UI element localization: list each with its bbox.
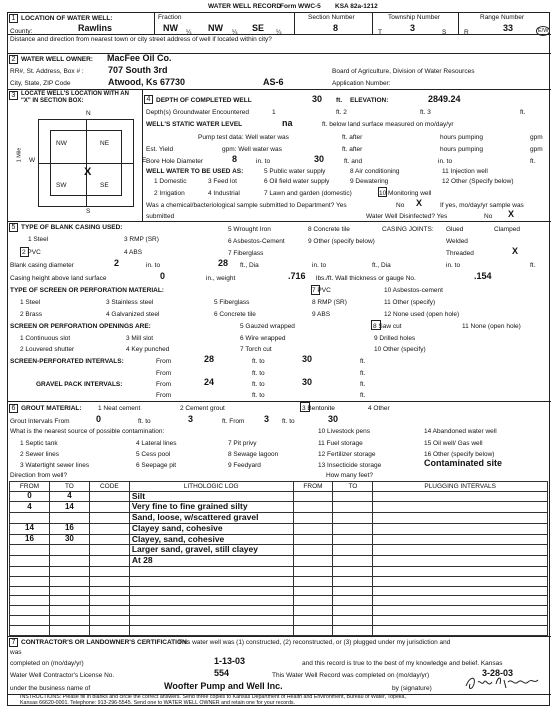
log-row (10, 534, 548, 545)
township-value: 3 (410, 23, 416, 33)
gravel-from: 24 (204, 377, 215, 387)
log-col-code: CODE (89, 482, 129, 492)
log-from (10, 545, 50, 556)
log-to (49, 576, 89, 586)
record-date: 3-28-03 (482, 668, 514, 678)
bore-label: Bore Hole Diameter (146, 158, 204, 165)
fraction-2: NW (208, 23, 223, 33)
log-col-plugging: PLUGGING INTERVALS (373, 482, 548, 492)
grout-to-2: 30 (328, 414, 339, 424)
log-description (129, 586, 293, 596)
instructions: INSTRUCTIONS: Please fill in blanks and circle the correct answers. Send three copies to Kansas Department of Health and Environment, Bureau of Water, Topeka, (20, 694, 406, 700)
log-from (10, 576, 50, 586)
location-x-mark: X (84, 166, 92, 178)
log-code (89, 626, 129, 636)
log-plug-interval (373, 586, 548, 596)
log-plug-to (333, 523, 373, 534)
log-code (89, 523, 129, 534)
log-to (49, 616, 89, 626)
log-description: Sand, loose, w/scattered gravel (129, 513, 293, 524)
static-level-label: WELL'S STATIC WATER LEVEL (146, 121, 243, 128)
perforated-intervals-label: SCREEN-PERFORATED INTERVALS: (10, 358, 124, 365)
log-code (89, 616, 129, 626)
log-plug-interval (373, 566, 548, 576)
log-from (10, 616, 50, 626)
depth-value: 30 (312, 94, 323, 104)
s2-label: WATER WELL OWNER: (21, 56, 93, 63)
log-plug-from (293, 606, 333, 616)
log-from (10, 626, 50, 636)
board-text: Board of Agriculture, Division of Water Resources (332, 68, 475, 75)
range-value: 33 (503, 23, 514, 33)
log-to: 16 (49, 523, 89, 534)
log-plug-to (333, 534, 373, 545)
ksa-ref: KSA 82a-1212 (335, 3, 378, 10)
section-number-label: Section Number (308, 14, 355, 21)
owner-name: MacFee Oil Co. (107, 53, 172, 63)
log-to: 30 (49, 534, 89, 545)
static-level-value: na (282, 118, 293, 128)
s1-label: LOCATION OF WATER WELL: (21, 15, 113, 22)
log-row (10, 596, 548, 606)
log-plug-to (333, 513, 373, 524)
completed-date: 1-13-03 (214, 656, 246, 666)
log-code (89, 606, 129, 616)
log-from (10, 556, 50, 567)
disinfected-no-x: X (508, 209, 515, 219)
threaded-x: X (512, 246, 519, 256)
log-plug-from (293, 586, 333, 596)
log-row (10, 616, 548, 626)
section-number: 8 (333, 23, 339, 33)
log-to (49, 545, 89, 556)
city-label: City, State, ZIP Code (10, 80, 71, 87)
owner-city: Atwood, Ks 67730 (108, 77, 186, 87)
log-plug-interval (373, 523, 548, 534)
screen-label: TYPE OF SCREEN OR PERFORATION MATERIAL: (10, 287, 164, 294)
log-plug-to (333, 626, 373, 636)
log-from: 4 (10, 502, 50, 513)
log-from (10, 566, 50, 576)
log-plug-from (293, 513, 333, 524)
casing-label: TYPE OF BLANK CASING USED: (21, 224, 123, 231)
pump-test-label: Pump test data: Well water was (198, 134, 289, 141)
section-2-number: 2 (9, 55, 18, 64)
log-row (10, 576, 548, 586)
use-label: WELL WATER TO BE USED AS: (146, 168, 244, 175)
log-plug-interval (373, 596, 548, 606)
log-plug-from (293, 523, 333, 534)
log-row (10, 556, 548, 567)
log-plug-to (333, 556, 373, 567)
log-row (10, 523, 548, 534)
log-plug-interval (373, 556, 548, 567)
bore-to-value: 30 (314, 154, 325, 164)
log-from: 16 (10, 534, 50, 545)
owner-code: AS-6 (263, 77, 284, 87)
application-number-label: Application Number: (332, 80, 391, 87)
log-code (89, 502, 129, 513)
log-code (89, 566, 129, 576)
log-row (10, 566, 548, 576)
log-header-row (10, 482, 548, 492)
openings-label: SCREEN OR PERFORATION OPENINGS ARE: (10, 323, 151, 330)
form-title: WATER WELL RECORD (208, 3, 282, 10)
business-name: Woofter Pump and Well Inc. (164, 681, 283, 691)
elevation-label: ELEVATION: (350, 97, 389, 104)
yield-label: Est. Yield (146, 146, 174, 153)
instructions-2: Kansas 66620-0001. Telephone: 913-296-5545. Send one to WATER WELL OWNER and retain one for your records. (20, 700, 296, 706)
log-description (129, 576, 293, 586)
log-row (10, 626, 548, 636)
county-label: County: (10, 28, 33, 35)
log-to (49, 513, 89, 524)
log-description (129, 616, 293, 626)
log-row (10, 545, 548, 556)
log-col-plug-to: TO (333, 482, 373, 492)
log-code (89, 596, 129, 606)
casing-height-label: Casing height above land surface (10, 275, 107, 282)
log-description (129, 566, 293, 576)
blank-diameter-label: Blank casing diameter (10, 262, 74, 269)
log-code (89, 556, 129, 567)
contamination-source-label: What is the nearest source of possible contamination: (10, 428, 165, 435)
grout-from: 0 (96, 414, 102, 424)
log-plug-from (293, 545, 333, 556)
log-plug-from (293, 566, 333, 576)
log-from (10, 586, 50, 596)
log-description: Silt (129, 491, 293, 502)
gravel-to: 30 (302, 377, 313, 387)
grout-label: GROUT MATERIAL: (21, 405, 82, 412)
log-plug-to (333, 491, 373, 502)
contractor-signature (462, 672, 542, 694)
log-from: 14 (10, 523, 50, 534)
county-value: Rawlins (78, 23, 113, 33)
fraction-label: Fraction (158, 14, 182, 21)
perf-from: 28 (204, 354, 215, 364)
log-description (129, 606, 293, 616)
log-row (10, 606, 548, 616)
log-to (49, 556, 89, 567)
log-col-lithologic: LITHOLOGIC LOG (129, 482, 293, 492)
log-to (49, 626, 89, 636)
log-code (89, 576, 129, 586)
casing-weight: .716 (288, 271, 306, 281)
grout-from-2: 3 (264, 414, 270, 424)
completed-label: completed on (mo/day/yr) (10, 660, 84, 667)
gravel-pack-label: GRAVEL PACK INTERVALS: (36, 381, 123, 388)
log-plug-interval (373, 534, 548, 545)
log-plug-interval (373, 626, 548, 636)
form-number: Form WWC-5 (280, 3, 321, 10)
log-plug-interval (373, 491, 548, 502)
log-plug-from (293, 626, 333, 636)
log-plug-interval (373, 513, 548, 524)
address-label: RR#, St. Address, Box # : (10, 68, 84, 75)
section-6-number: 6 (9, 404, 18, 413)
license-number: 554 (214, 668, 230, 678)
depth-label: DEPTH OF COMPLETED WELL (156, 97, 252, 104)
elevation-value: 2849.24 (428, 94, 461, 104)
log-from (10, 596, 50, 606)
log-to (49, 606, 89, 616)
fraction-1: NW (163, 23, 178, 33)
log-plug-interval (373, 616, 548, 626)
section-5-number: 5 (9, 223, 18, 232)
water-well-record-form: WATER WELL RECORD Form WWC-5 KSA 82a-1212 1 LOCATION OF WATER WELL: County: Rawlins Fraction NW ¼ NW ¼ SE ¼ Section Number 8 Township Number T 3 S Range Number R 33 E/W Distance and direction from nearest town or city street address of well if located within city? 2 WATER WELL OWNER: MacFee Oil Co. RR#, St. Address, Box # : 707 South 3rd City, State, ZIP Code Atwood, Ks 67730 AS-6 Board of Agriculture, Division of Water Resources Application Number: 3 LOCATE WELL'S LOCATION WITH AN "X" IN SECTION BOX: N S W E 1 Mile NW NE SW SE X 4 DEPTH OF COMPLETED WELL 30 ft. ELEVATION: 2849.24 Depth(s) Groundwater Encountered 1 ft. 2 ft. 3 ft. WELL'S STATIC WATER LEVEL na ft. below land surface measured on mo/day/yr Pump test data: Well water was ft. after hours pumping gpm Est. Yield gpm: Well water was ft. after hours pumping gpm Bore Hole Diameter 8 in. to 30 ft. and in. to ft. WELL WATER TO BE USED AS: 5 Public water supply 8 Air conditioning 11 Injection well 1 Domestic 3 Feed lot 6 Oil field water supply 9 Dewatering 12 Other (Specify below) 2 Irrigation 4 Industrial 7 Lawn and garden (domestic) 10 Monitoring well Was a chemical/bacteriological sample submitted to Department? Yes No X If yes, mo/day/yr sample was submitted Water Well Disinfected? Yes No X 5 TYPE OF BLANK CASING USED: 1 Steel 3 RMP (SR) 5 Wrought Iron 8 Concrete tile 2 PVC 4 ABS 6 Asbestos-Cement 9 Other (specify below) 7 Fiberglass CASING JOINTS: Glued Clamped Welded Threaded X Blank casing diameter 2 in. to 28 ft., Dia in. to ft., Dia in. to ft. Casing height above land surface 0 in., weight .716 lbs./ft. Wall thickness or gauge No. .154 TYPE OF SCREEN OR PERFORATION MATERIAL: 1 Steel 3 Stainless steel 5 Fiberglass 7 PVC 8 RMP (SR) 10 Asbestos-cement 11 Other (specify) 2 Brass 4 Galvanized steel 6 Concrete tile 9 ABS 12 None used (open hole) SCREEN OR PERFORATION OPENINGS ARE: 5 Gauzed wrapped 8 Saw cut 11 None (open hole) 1 Continuous slot 3 Mill slot 6 Wire wrapped 9 Drilled holes 2 Louvered shutter 4 Key punched 7 Torch cut 10 Other (specify) SCREEN-PERFORATED INTERVALS: From 28 ft. to 30 ft. From ft. to ft. GRAVEL PACK INTERVALS: From 24 ft. to 30 ft. From ft. to ft. 6 GROUT MATERIAL: 1 Neat cement 2 Cement grout 3 Bentonite 4 Other Grout Intervals From 0 ft. to 3 ft. From 3 ft. to 30 What is the nearest source of possible contamination: 1 Septic tank 4 Lateral lines 7 Pit privy 10 Livestock pens 14 Abandoned water well 2 Sewer lines 5 Cess pool 8 Sewage lagoon 11 Fuel storage 15 Oil well/ Gas well 3 Watertight sewer lines 6 Seepage pit 9 Feedyard 12 Fertilizer storage 13 Insecticide storage 16 Other (specify below) Contaminated site Direction from well? How many feet? FROM TO CODE LITHOLOGIC LOG FROM TO PLUGGING INTERVALS 0 4 Silt 4 14 Very fine to fine grained silty Sand, loose, w/scattered gravel 14 16 Clayey sand, cohesive 16 30 Clayey, sand, cohesive Larger sand, gravel, still clayey At 28 7 CONTRACTOR'S OR LANDOWNER'S CERTIFICATION: This water well was (1) constructed, (2) reconstructed, or (3) plugged under my jurisdiction and was completed on (mo/day/yr) 1-13-03 and this record is true to the best of my knowledge and belief. Kansas Water Well Contractor's License No. 554 This Water Well Record was completed on (mo/day/yr) 3-28-03 under the business name of Woofter Pump and Well Inc. by (signature) INSTRUCTIONS: Please fill in blanks and circle the correct answers. Send three copies to Kansas Department of Health and Environment, Bureau of Water, Topeka, Kansas 66620-0001. Telephone: 913-296-5545. Send one to WATER WELL OWNER and retain one for your records. (0, 0, 557, 713)
grout-to: 3 (188, 414, 194, 424)
log-plug-to (333, 596, 373, 606)
log-row (10, 502, 548, 513)
s3-label: LOCATE WELL'S LOCATION WITH AN "X" IN SECTION BOX: (21, 91, 129, 104)
log-from (10, 606, 50, 616)
log-plug-to (333, 616, 373, 626)
gauge-value: .154 (474, 271, 492, 281)
business-label: under the business name of (10, 685, 91, 692)
blank-diameter: 2 (114, 258, 120, 268)
log-plug-from (293, 491, 333, 502)
log-to: 4 (49, 491, 89, 502)
section-3-number: 3 (9, 91, 18, 100)
log-to (49, 566, 89, 576)
log-plug-to (333, 586, 373, 596)
log-plug-interval (373, 576, 548, 586)
lithologic-log-table (9, 481, 548, 636)
section-1-number: 1 (9, 14, 18, 23)
log-to (49, 596, 89, 606)
log-code (89, 586, 129, 596)
log-col-plug-from: FROM (293, 482, 333, 492)
log-plug-to (333, 566, 373, 576)
grout-interval-label: Grout Intervals From (10, 418, 70, 425)
log-row (10, 491, 548, 502)
certification-line: This water well was (1) constructed, (2) reconstructed, or (3) plugged under my jurisdiction and (178, 639, 451, 646)
log-code (89, 545, 129, 556)
license-label: Water Well Contractor's License No. (10, 672, 115, 679)
log-plug-interval (373, 545, 548, 556)
groundwater-label: Depth(s) Groundwater Encountered (146, 109, 249, 116)
log-plug-from (293, 534, 333, 545)
bore-value: 8 (232, 154, 238, 164)
log-plug-to (333, 502, 373, 513)
log-to (49, 586, 89, 596)
log-row (10, 586, 548, 596)
log-code (89, 513, 129, 524)
certification-label: CONTRACTOR'S OR LANDOWNER'S CERTIFICATION: (21, 639, 189, 646)
log-plug-to (333, 606, 373, 616)
log-plug-to (333, 576, 373, 586)
township-label: Township Number (388, 14, 441, 21)
section-4-number: 4 (144, 95, 153, 104)
log-description (129, 596, 293, 606)
log-description: Clayey sand, cohesive (129, 523, 293, 534)
log-plug-from (293, 576, 333, 586)
log-from: 0 (10, 491, 50, 502)
log-description: Larger sand, gravel, still clayey (129, 545, 293, 556)
log-plug-from (293, 556, 333, 567)
log-description: Clayey, sand, cohesive (129, 534, 293, 545)
contaminated-site: Contaminated site (424, 458, 503, 468)
log-plug-to (333, 545, 373, 556)
log-col-to: TO (49, 482, 89, 492)
range-ew: E/W (536, 26, 550, 36)
distance-label: Distance and direction from nearest town or city street address of well if located within city? (10, 36, 272, 43)
casing-height: 0 (160, 271, 166, 281)
log-description: At 28 (129, 556, 293, 567)
perf-to: 30 (302, 354, 313, 364)
section-7-number: 7 (9, 638, 18, 647)
bact-no-x: X (416, 198, 423, 208)
log-description (129, 626, 293, 636)
log-plug-from (293, 616, 333, 626)
log-col-from: FROM (10, 482, 50, 492)
log-plug-interval (373, 502, 548, 513)
log-code (89, 491, 129, 502)
bact-sample-label: Was a chemical/bacteriological sample submitted to Department? Yes (146, 202, 347, 209)
owner-address: 707 South 3rd (108, 65, 168, 75)
log-code (89, 534, 129, 545)
fraction-3: SE (252, 23, 265, 33)
blank-to: 28 (218, 258, 229, 268)
range-label: Range Number (480, 14, 525, 21)
log-description: Very fine to fine grained silty (129, 502, 293, 513)
log-row (10, 513, 548, 524)
log-plug-from (293, 596, 333, 606)
log-to: 14 (49, 502, 89, 513)
log-from (10, 513, 50, 524)
log-plug-from (293, 502, 333, 513)
log-plug-interval (373, 606, 548, 616)
